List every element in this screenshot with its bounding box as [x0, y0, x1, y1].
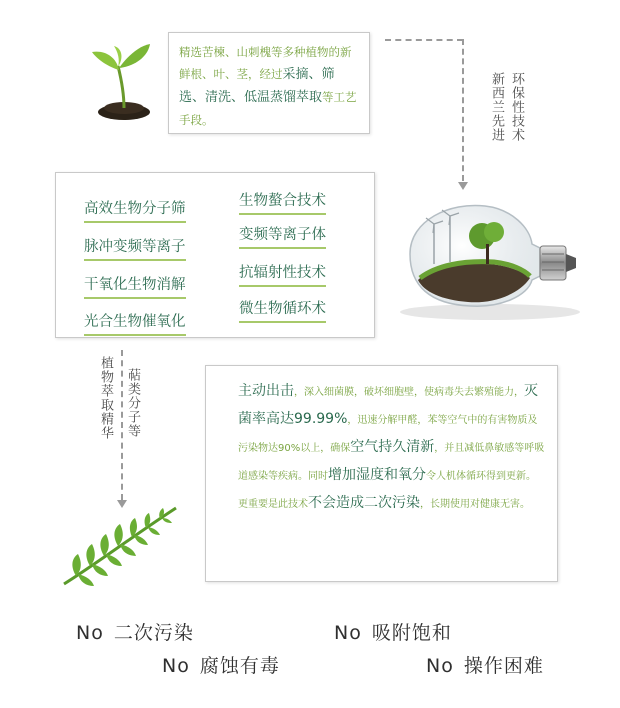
- fern-leaf-icon: [56, 504, 180, 588]
- emphasis-text: 增加湿度和氧分: [328, 467, 426, 483]
- no-label: No: [76, 622, 104, 644]
- no-item: [162, 651, 280, 678]
- no-label: No: [426, 655, 454, 677]
- technology-list-box: [55, 172, 375, 338]
- body-text: ，长期使用对健康无害。: [420, 499, 530, 510]
- emphasis-text: 空气持久清新: [350, 439, 435, 455]
- tech-item: 光合生物催氧化: [84, 310, 186, 336]
- lightbulb-icon: [390, 192, 590, 327]
- tech-item: 变频等离子体: [239, 223, 326, 249]
- label-terpene: 萜类分子等: [125, 368, 140, 438]
- emphasis-text: 灭菌率高达99.99%: [238, 383, 538, 427]
- body-text: 等工艺手段。: [179, 90, 357, 127]
- body-text: ，并且减低鼻敏感等呼吸道感染等疾病。同时: [238, 443, 545, 482]
- intro-text-box: [168, 32, 370, 134]
- tech-item: 生物螯合技术: [239, 189, 326, 215]
- connector-line: [121, 350, 123, 500]
- arrow-down-icon: [458, 182, 468, 190]
- tech-item: 抗辐射性技术: [239, 261, 326, 287]
- description-text-box: [205, 365, 558, 582]
- no-item-text: 腐蚀有毒: [199, 655, 280, 677]
- emphasis-text: 采摘、筛选、清洗、低温蒸馏萃取: [179, 67, 335, 105]
- body-text: ，迅速分解甲醛，苯等空气中的有害物质及污染物达90%以上，确保: [238, 415, 538, 454]
- no-item: [76, 618, 194, 645]
- label-plant-extract: 植物萃取精华: [98, 356, 113, 440]
- connector-line: [385, 39, 463, 41]
- no-item-text: 吸附饱和: [371, 622, 452, 644]
- no-label: No: [162, 655, 190, 677]
- emphasis-text: 不会造成二次污染: [308, 495, 420, 511]
- no-item: [334, 618, 452, 645]
- emphasis-text: 主动出击: [238, 383, 294, 399]
- no-label: No: [334, 622, 362, 644]
- body-text: 精选苦楝、山刺槐等多种植物的新鲜根、叶、茎，经过: [179, 45, 352, 81]
- tech-item: 微生物循环术: [239, 297, 326, 323]
- label-eco-tech: 环保性技术: [509, 72, 524, 142]
- no-item-text: 二次污染: [113, 622, 194, 644]
- sprout-icon: [88, 38, 160, 124]
- body-text: ，深入细菌膜，破坏细胞壁，使病毒失去繁殖能力，: [294, 387, 524, 398]
- tech-item: 脉冲变频等离子: [84, 235, 186, 261]
- label-nz-advanced: 新西兰先进: [489, 72, 504, 142]
- body-text: 令人机体循环得到更新。更重要是此技术: [238, 471, 536, 510]
- no-item: [426, 651, 544, 678]
- no-item-text: 操作困难: [463, 655, 544, 677]
- tech-item: 干氧化生物消解: [84, 273, 186, 299]
- connector-line: [462, 39, 464, 181]
- tech-item: 高效生物分子筛: [84, 197, 186, 223]
